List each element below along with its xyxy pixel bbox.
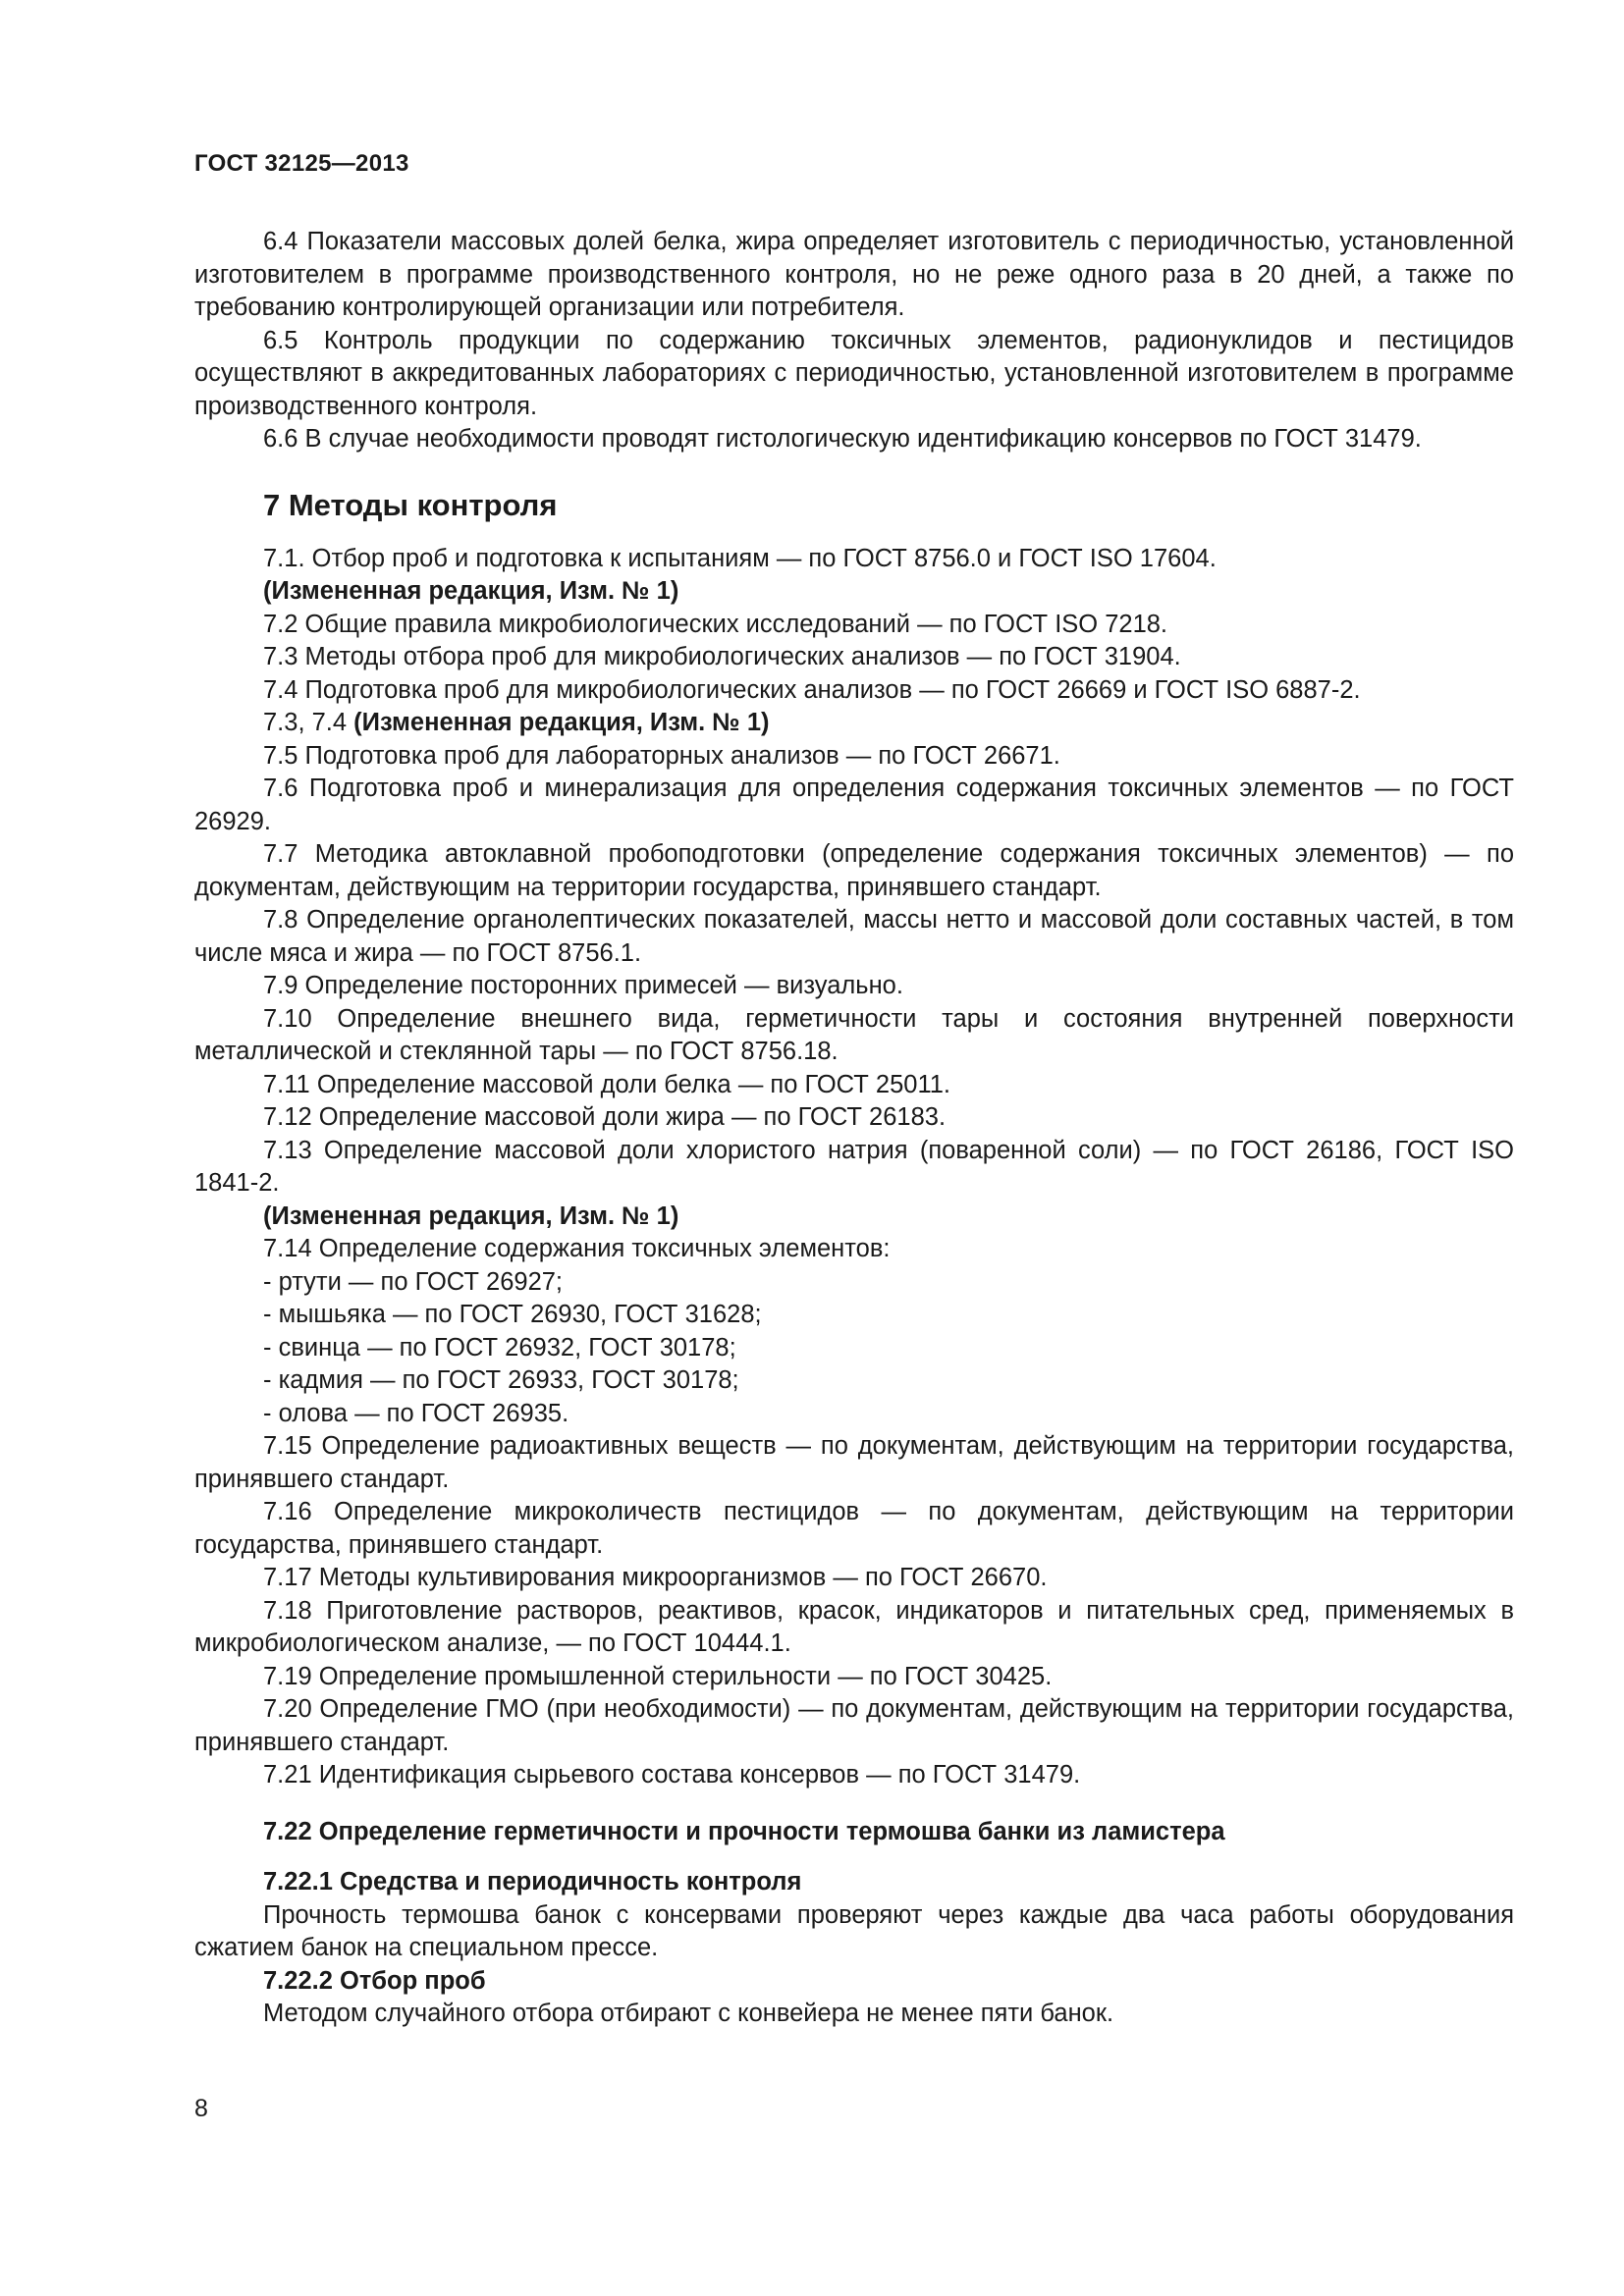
paragraph-6-5: 6.5 Контроль продукции по содержанию токсичных элементов, радионуклидов и пестицидов осуществляют в аккредитованных лабораториях с периодичностью, установленной изготовителем в программе производственного контроля. [194,326,1514,420]
paragraph-7-19: 7.19 Определение промышленной стерильности — по ГОСТ 30425. [263,1662,1053,1690]
list-item: - мышьяка — по ГОСТ 26930, ГОСТ 31628; [263,1301,762,1328]
amendment-note-text: (Измененная редакция, Изм. № 1) [353,709,770,736]
paragraph-7-7: 7.7 Методика автоклавной пробоподготовки (определение содержания токсичных элементов) — по документам, действующим на территории государства, принявшего стандарт. [194,840,1514,901]
paragraph-7-22-2: Методом случайного отбора отбирают с конвейера не менее пяти банок. [263,2000,1114,2027]
paragraph-7-3: 7.3 Методы отбора проб для микробиологических анализов — по ГОСТ 31904. [263,643,1181,670]
subsection-7-22-2-heading: 7.22.2 Отбор проб [263,1966,486,1995]
paragraph-7-11: 7.11 Определение массовой доли белка — по ГОСТ 25011. [263,1070,951,1098]
paragraph-7-16: 7.16 Определение микроколичеств пестицидов — по документам, действующим на территории государства, принявшего стандарт. [194,1498,1514,1559]
paragraph-7-5: 7.5 Подготовка проб для лабораторных анализов — по ГОСТ 26671. [263,741,1060,770]
paragraph-7-1: 7.1. Отбор проб и подготовка к испытаниям — по ГОСТ 8756.0 и ГОСТ ISO 17604. [263,544,1217,572]
list-item: - кадмия — по ГОСТ 26933, ГОСТ 30178; [263,1366,739,1394]
subsection-7-22-heading: 7.22 Определение герметичности и прочности термошва банки из ламистера [263,1817,1225,1845]
paragraph-7-17: 7.17 Методы культивирования микроорганизмов — по ГОСТ 26670. [263,1564,1048,1591]
paragraph-7-21: 7.21 Идентификация сырьевого состава консервов — по ГОСТ 31479. [263,1761,1081,1789]
list-item: - свинца — по ГОСТ 26932, ГОСТ 30178; [263,1333,736,1362]
paragraph-7-15: 7.15 Определение радиоактивных веществ — по документам, действующим на территории государства, принявшего стандарт. [194,1432,1514,1493]
list-item: - ртути — по ГОСТ 26927; [263,1267,564,1296]
paragraph-6-6: 6.6 В случае необходимости проводят гистологическую идентификацию консервов по ГОСТ 31479. [263,425,1422,453]
section-7-heading: 7 Методы контроля [263,487,558,522]
paragraph-7-13: 7.13 Определение массовой доли хлористого натрия (поваренной соли) — по ГОСТ 26186, ГОСТ ISO 1841-2. [194,1136,1514,1197]
document-header: ГОСТ 32125—2013 [194,150,409,177]
paragraph-6-4: 6.4 Показатели массовых долей белка, жира определяет изготовитель с периодичностью, установленной изготовителем в программе производственного контроля, но не реже одного раза в 20 дней, а также по требованию контролирующей организации или потребителя. [194,228,1514,321]
amendment-note-7-1: (Измененная редакция, Изм. № 1) [263,577,679,605]
page-number: 8 [194,2095,208,2122]
paragraph-7-2: 7.2 Общие правила микробиологических исследований — по ГОСТ ISO 7218. [263,610,1168,638]
paragraph-7-14: 7.14 Определение содержания токсичных элементов: [263,1235,891,1262]
paragraph-7-12: 7.12 Определение массовой доли жира — по ГОСТ 26183. [263,1103,947,1131]
amendment-note-7-13: (Измененная редакция, Изм. № 1) [263,1201,679,1230]
paragraph-7-10: 7.10 Определение внешнего вида, герметичности тары и состояния внутренней поверхности металлической и стеклянной тары — по ГОСТ 8756.18. [194,1004,1514,1065]
paragraph-7-20: 7.20 Определение ГМО (при необходимости) — по документам, действующим на территории государства, принявшего стандарт. [194,1695,1514,1756]
amendment-note-prefix: 7.3, 7.4 [263,709,348,736]
paragraph-7-4: 7.4 Подготовка проб для микробиологических анализов — по ГОСТ 26669 и ГОСТ ISO 6887-2. [263,675,1361,704]
page-content [194,226,1514,2031]
paragraph-7-18: 7.18 Приготовление растворов, реактивов, красок, индикаторов и питательных сред, применяемых в микробиологическом анализе, — по ГОСТ 10444.1. [194,1596,1514,1657]
subsection-7-22-1-heading: 7.22.1 Средства и периодичность контроля [263,1868,802,1896]
list-item: - олова — по ГОСТ 26935. [263,1399,569,1427]
paragraph-7-6: 7.6 Подготовка проб и минерализация для определения содержания токсичных элементов — по ГОСТ 26929. [194,774,1514,835]
paragraph-7-8: 7.8 Определение органолептических показателей, массы нетто и массовой доли составных частей, в том числе мяса и жира — по ГОСТ 8756.1. [194,906,1514,967]
amendment-note-7-3-7-4 [194,707,1514,740]
paragraph-7-9: 7.9 Определение посторонних примесей — визуально. [263,972,903,999]
paragraph-7-22-1: Прочность термошва банок с консервами проверяют через каждые два часа работы оборудования сжатием банок на специальном прессе. [194,1900,1514,1961]
